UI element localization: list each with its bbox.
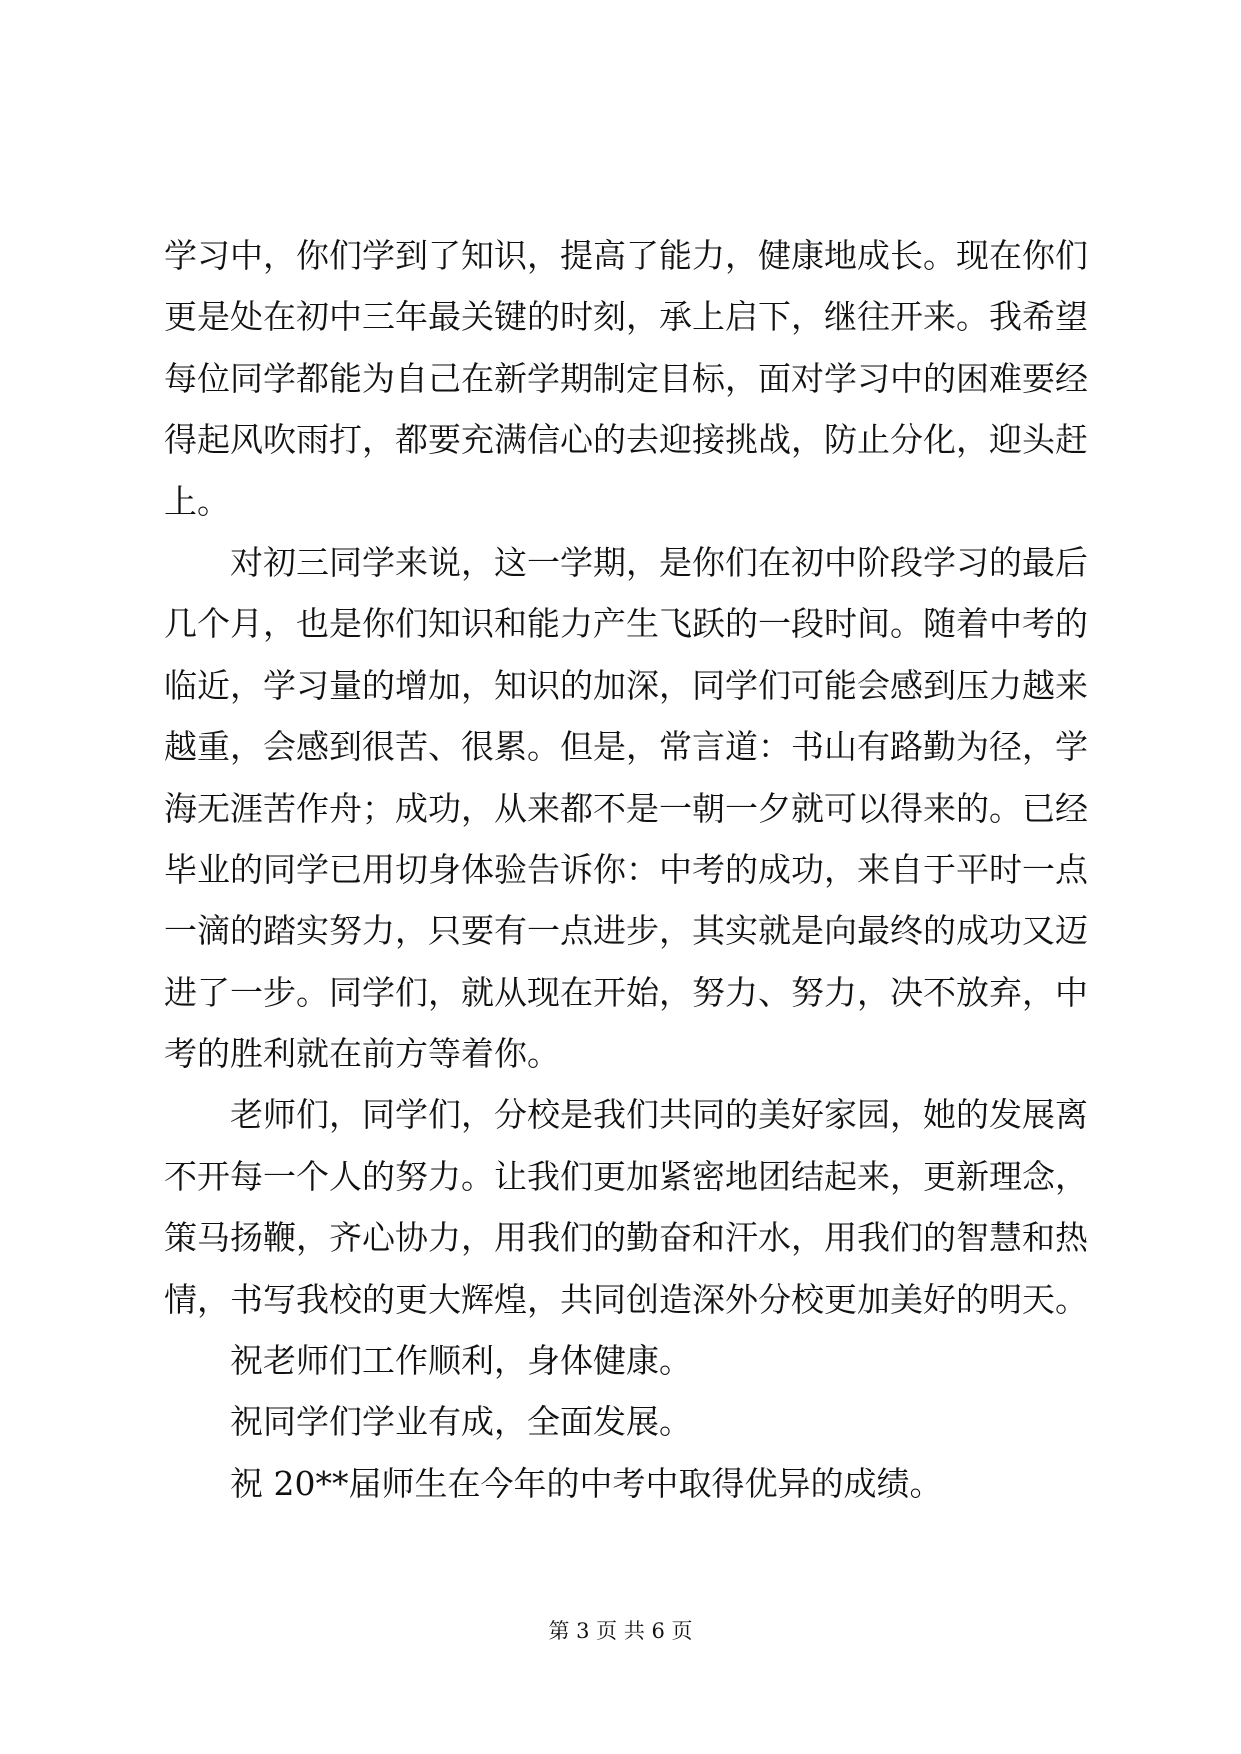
text-line: 祝老师们工作顺利，身体健康。	[230, 1341, 692, 1381]
text-line: 越重，会感到很苦、很累。但是，常言道：书山有路勤为径，学	[164, 727, 1088, 767]
text-line: 情，书写我校的更大辉煌，共同创造深外分校更加美好的明天。	[164, 1279, 1088, 1319]
text-line: 得起风吹雨打，都要充满信心的去迎接挑战，防止分化，迎头赶	[164, 420, 1088, 460]
text-line: 进了一步。同学们，就从现在开始，努力、努力，决不放弃，中	[164, 972, 1088, 1012]
text-line: 上。	[164, 481, 230, 521]
text-line: 海无涯苦作舟；成功，从来都不是一朝一夕就可以得来的。已经	[164, 788, 1088, 828]
text-line: 对初三同学来说，这一学期，是你们在初中阶段学习的最后	[230, 542, 1088, 582]
text-line: 不开每一个人的努力。让我们更加紧密地团结起来，更新理念，	[164, 1156, 1088, 1196]
paragraph	[164, 1391, 1084, 1452]
text-line: 策马扬鞭，齐心协力，用我们的勤奋和汗水，用我们的智慧和热	[164, 1218, 1088, 1258]
paragraph	[164, 1330, 1084, 1391]
text-line: 祝同学们学业有成，全面发展。	[230, 1402, 692, 1442]
text-line: 考的胜利就在前方等着你。	[164, 1034, 560, 1074]
text-line: 每位同学都能为自己在新学期制定目标，面对学习中的困难要经	[164, 358, 1088, 398]
document-body	[164, 225, 1088, 1514]
paragraph	[164, 532, 1088, 1085]
paragraph	[164, 1084, 1088, 1330]
paragraph	[164, 1453, 1084, 1514]
text-line: 临近，学习量的增加，知识的加深，同学们可能会感到压力越来	[164, 665, 1088, 705]
text-line: 老师们，同学们，分校是我们共同的美好家园，她的发展离	[230, 1095, 1088, 1135]
paragraph	[164, 225, 1088, 532]
page-number-footer: 第 3 页 共 6 页	[548, 1619, 693, 1643]
text-line: 祝 20**届师生在今年的中考中取得优异的成绩。	[230, 1463, 943, 1503]
text-line: 几个月，也是你们知识和能力产生飞跃的一段时间。随着中考的	[164, 604, 1088, 644]
text-line: 毕业的同学已用切身体验告诉你：中考的成功，来自于平时一点	[164, 849, 1088, 889]
text-line: 一滴的踏实努力，只要有一点进步，其实就是向最终的成功又迈	[164, 911, 1088, 951]
text-line: 更是处在初中三年最关键的时刻，承上启下，继往开来。我希望	[164, 297, 1088, 337]
text-line: 学习中，你们学到了知识，提高了能力，健康地成长。现在你们	[164, 236, 1088, 275]
